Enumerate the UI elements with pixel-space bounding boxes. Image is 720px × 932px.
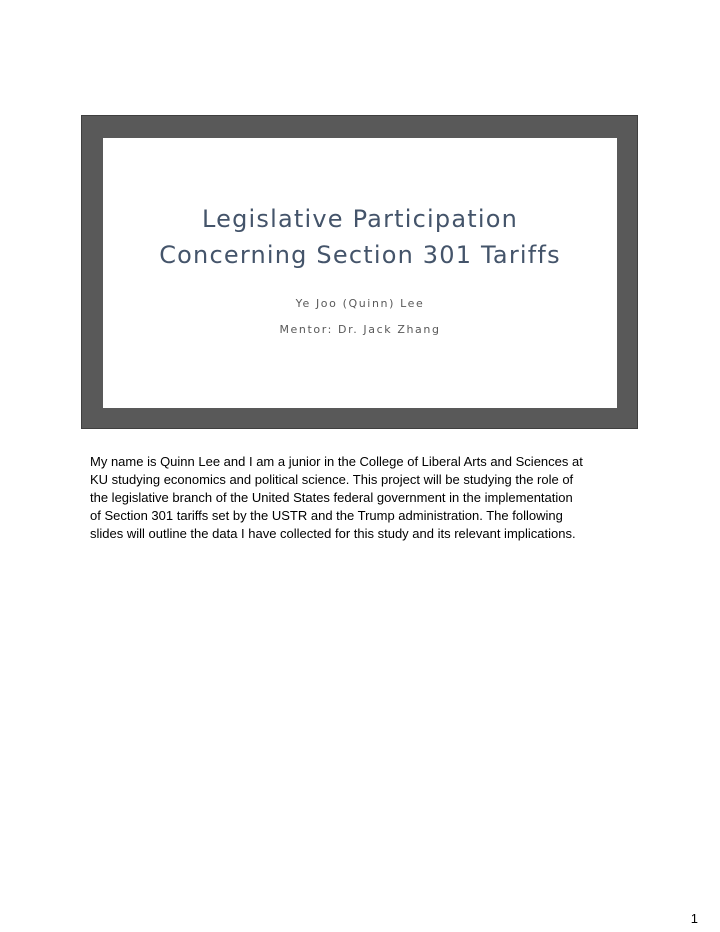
slide-mentor: Mentor: Dr. Jack Zhang	[279, 323, 441, 336]
slide-title-line-2: Concerning Section 301 Tariffs	[159, 241, 561, 269]
slide-title-line-1: Legislative Participation	[202, 205, 518, 233]
notes-line: the legislative branch of the United States federal government in the implementation	[90, 490, 573, 505]
notes-line: of Section 301 tariffs set by the USTR and the Trump administration. The following	[90, 508, 563, 523]
slide-thumbnail	[81, 115, 638, 429]
page-number: 1	[690, 911, 698, 926]
notes-line: KU studying economics and political science. This project will be studying the role of	[90, 472, 574, 487]
notes-line: My name is Quinn Lee and I am a junior in the College of Liberal Arts and Sciences at	[90, 454, 583, 469]
speaker-notes	[90, 453, 640, 543]
slide-title	[103, 201, 617, 273]
notes-line: slides will outline the data I have collected for this study and its relevant implications.	[90, 526, 576, 541]
slide-author: Ye Joo (Quinn) Lee	[295, 297, 425, 310]
slide-content	[103, 138, 617, 408]
